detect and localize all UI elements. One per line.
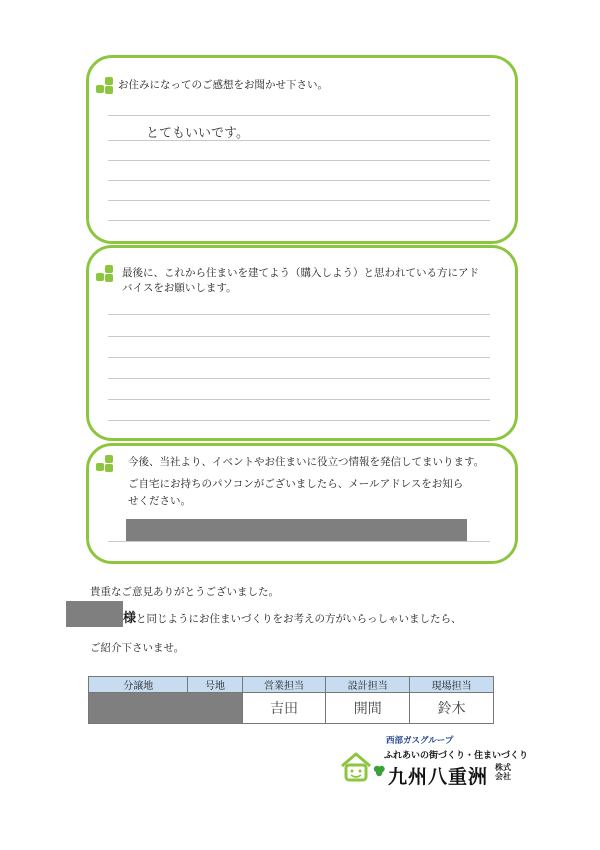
advice-question-line2: バイスをお願いします。	[122, 282, 237, 294]
logo-slogan: ふれあいの街づくり・住まいづくり	[384, 751, 529, 761]
writing-line	[108, 357, 490, 358]
clover-icon	[372, 764, 386, 778]
advice-question-line1: 最後に、これから住まいを建てよう（購入しよう）と思われている方にアド	[122, 267, 479, 279]
email-redacted	[126, 519, 467, 542]
customer-name-redacted	[66, 601, 123, 627]
header-site: 現場担当	[410, 677, 494, 693]
staff-header-row	[89, 677, 494, 693]
email-text-line2: ご自宅にお持ちのパソコンがございましたら、メールアドレスをお知ら	[128, 478, 464, 490]
writing-line	[108, 115, 490, 116]
writing-line	[108, 336, 490, 337]
header-sales: 営業担当	[242, 677, 326, 693]
site-staff: 鈴木	[410, 693, 494, 724]
company-suffix: 株式会社	[495, 763, 511, 781]
staff-table	[88, 676, 494, 724]
email-text-line3: せください。	[128, 495, 191, 507]
location-redacted	[89, 693, 243, 724]
referral-text	[123, 607, 462, 626]
design-staff: 開間	[326, 693, 410, 724]
header-subdivision: 分譲地	[89, 677, 188, 693]
company-name: 九州八重洲	[388, 766, 489, 788]
referral-line1: と同じようにお住まいづくりをお考えの方がいらっしゃいましたら、	[136, 613, 462, 625]
header-design: 設計担当	[326, 677, 410, 693]
sama-label: 様	[123, 611, 137, 626]
bullet-icon	[96, 455, 114, 473]
header-lot: 号地	[188, 677, 242, 693]
bullet-icon	[96, 265, 114, 283]
writing-line	[108, 160, 490, 161]
staff-value-row	[89, 693, 494, 724]
writing-line	[108, 180, 490, 181]
impressions-answer: とてもいいです。	[146, 126, 249, 141]
referral-line2: ご紹介下さいませ。	[90, 642, 185, 654]
writing-line	[108, 399, 490, 400]
writing-line	[108, 314, 490, 315]
company-logo	[340, 734, 540, 790]
writing-line	[108, 200, 490, 201]
sales-staff: 吉田	[242, 693, 326, 724]
bullet-icon	[96, 77, 114, 95]
writing-line	[108, 220, 490, 221]
house-icon	[340, 752, 372, 782]
group-name: 西部ガスグループ	[386, 736, 454, 746]
writing-line	[108, 420, 490, 421]
writing-line	[108, 378, 490, 379]
writing-line	[108, 140, 490, 141]
email-text-line1: 今後、当社より、イベントやお住まいに役立つ情報を発信してまいります。	[128, 456, 485, 468]
writing-line	[108, 541, 490, 542]
impressions-question: お住みになってのご感想をお聞かせ下さい。	[118, 79, 328, 91]
thanks-text: 貴重なご意見ありがとうございました。	[90, 586, 279, 598]
